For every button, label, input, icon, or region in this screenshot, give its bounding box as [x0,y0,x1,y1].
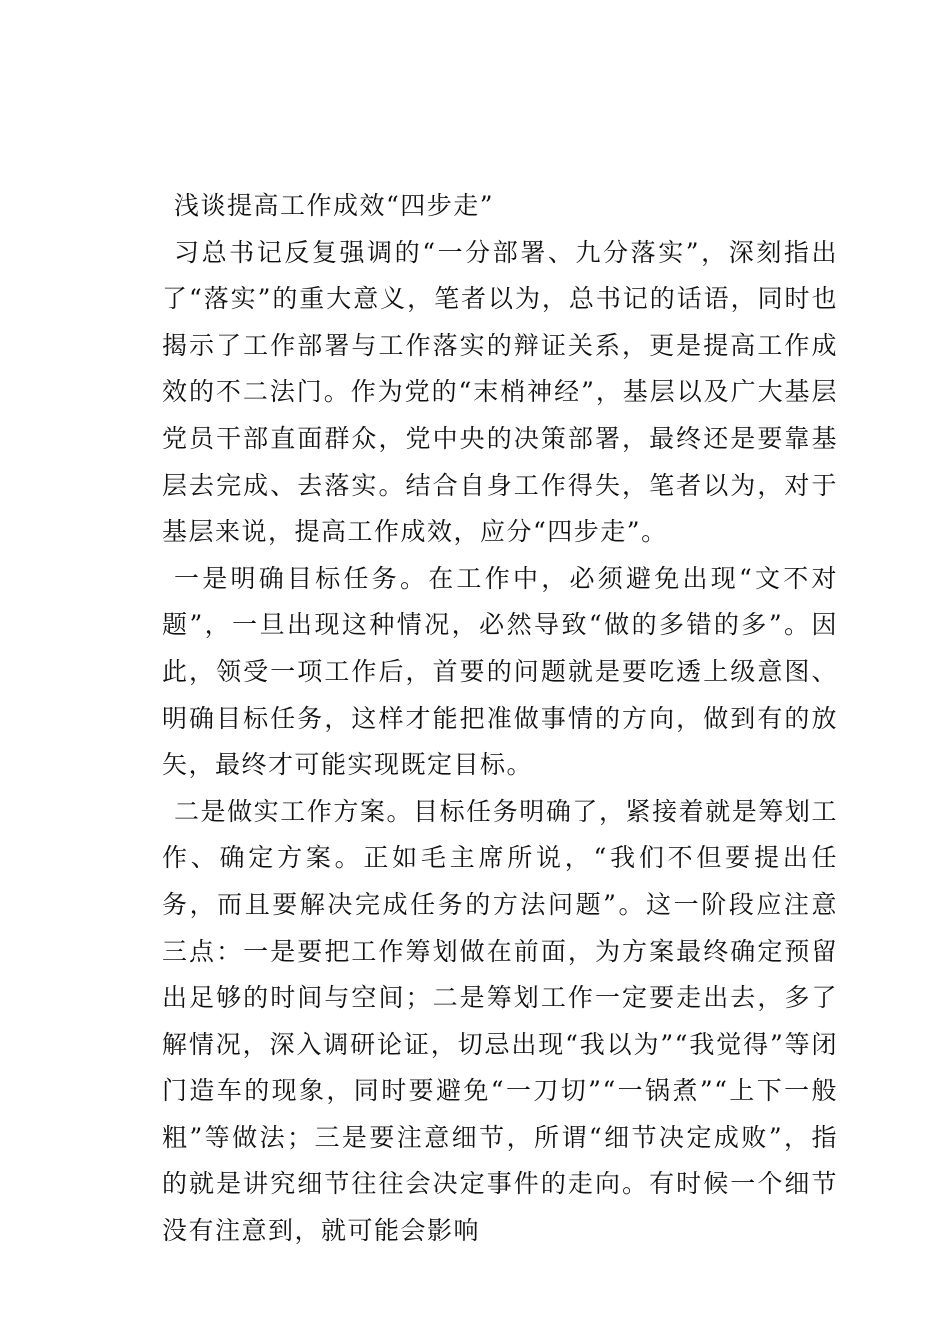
paragraph-step-one: 一是明确目标任务。在工作中，必须避免出现“文不对题”，一旦出现这种情况，必然导致“做的多错的多”。因此，领受一项工作后，首要的问题就是要吃透上级意图、明确目标任务，这样才能把准做事情的方向，做到有的放矢，最终才可能实现既定目标。 [162,563,838,780]
paragraph-step-two: 二是做实工作方案。目标任务明确了，紧接着就是筹划工作、确定方案。正如毛主席所说，“我们不但要提出任务，而且要解决完成任务的方法问题”。这一阶段应注意三点：一是要把工作筹划做在前面，为方案最终确定预留出足够的时间与空间；二是筹划工作一定要走出去，多了解情况，深入调研论证，切忌出现“我以为”“我觉得”等闭门造车的现象，同时要避免“一刀切”“一锅煮”“上下一般粗”等做法；三是要注意细节，所谓“细节决定成败”，指的就是讲究细节往往会决定事件的走向。有时候一个细节没有注意到，就可能会影响 [162,796,838,1246]
document-body [162,183,838,1255]
paragraph-intro: 习总书记反复强调的“一分部署、九分落实”，深刻指出了“落实”的重大意义，笔者以为，总书记的话语，同时也揭示了工作部署与工作落实的辩证关系，更是提高工作成效的不二法门。作为党的“末梢神经”，基层以及广大基层党员干部直面群众，党中央的决策部署，最终还是要靠基层去完成、去落实。结合自身工作得失，笔者以为，对于基层来说，提高工作成效，应分“四步走”。 [162,237,838,547]
document-title: 浅谈提高工作成效“四步走” [174,191,495,220]
